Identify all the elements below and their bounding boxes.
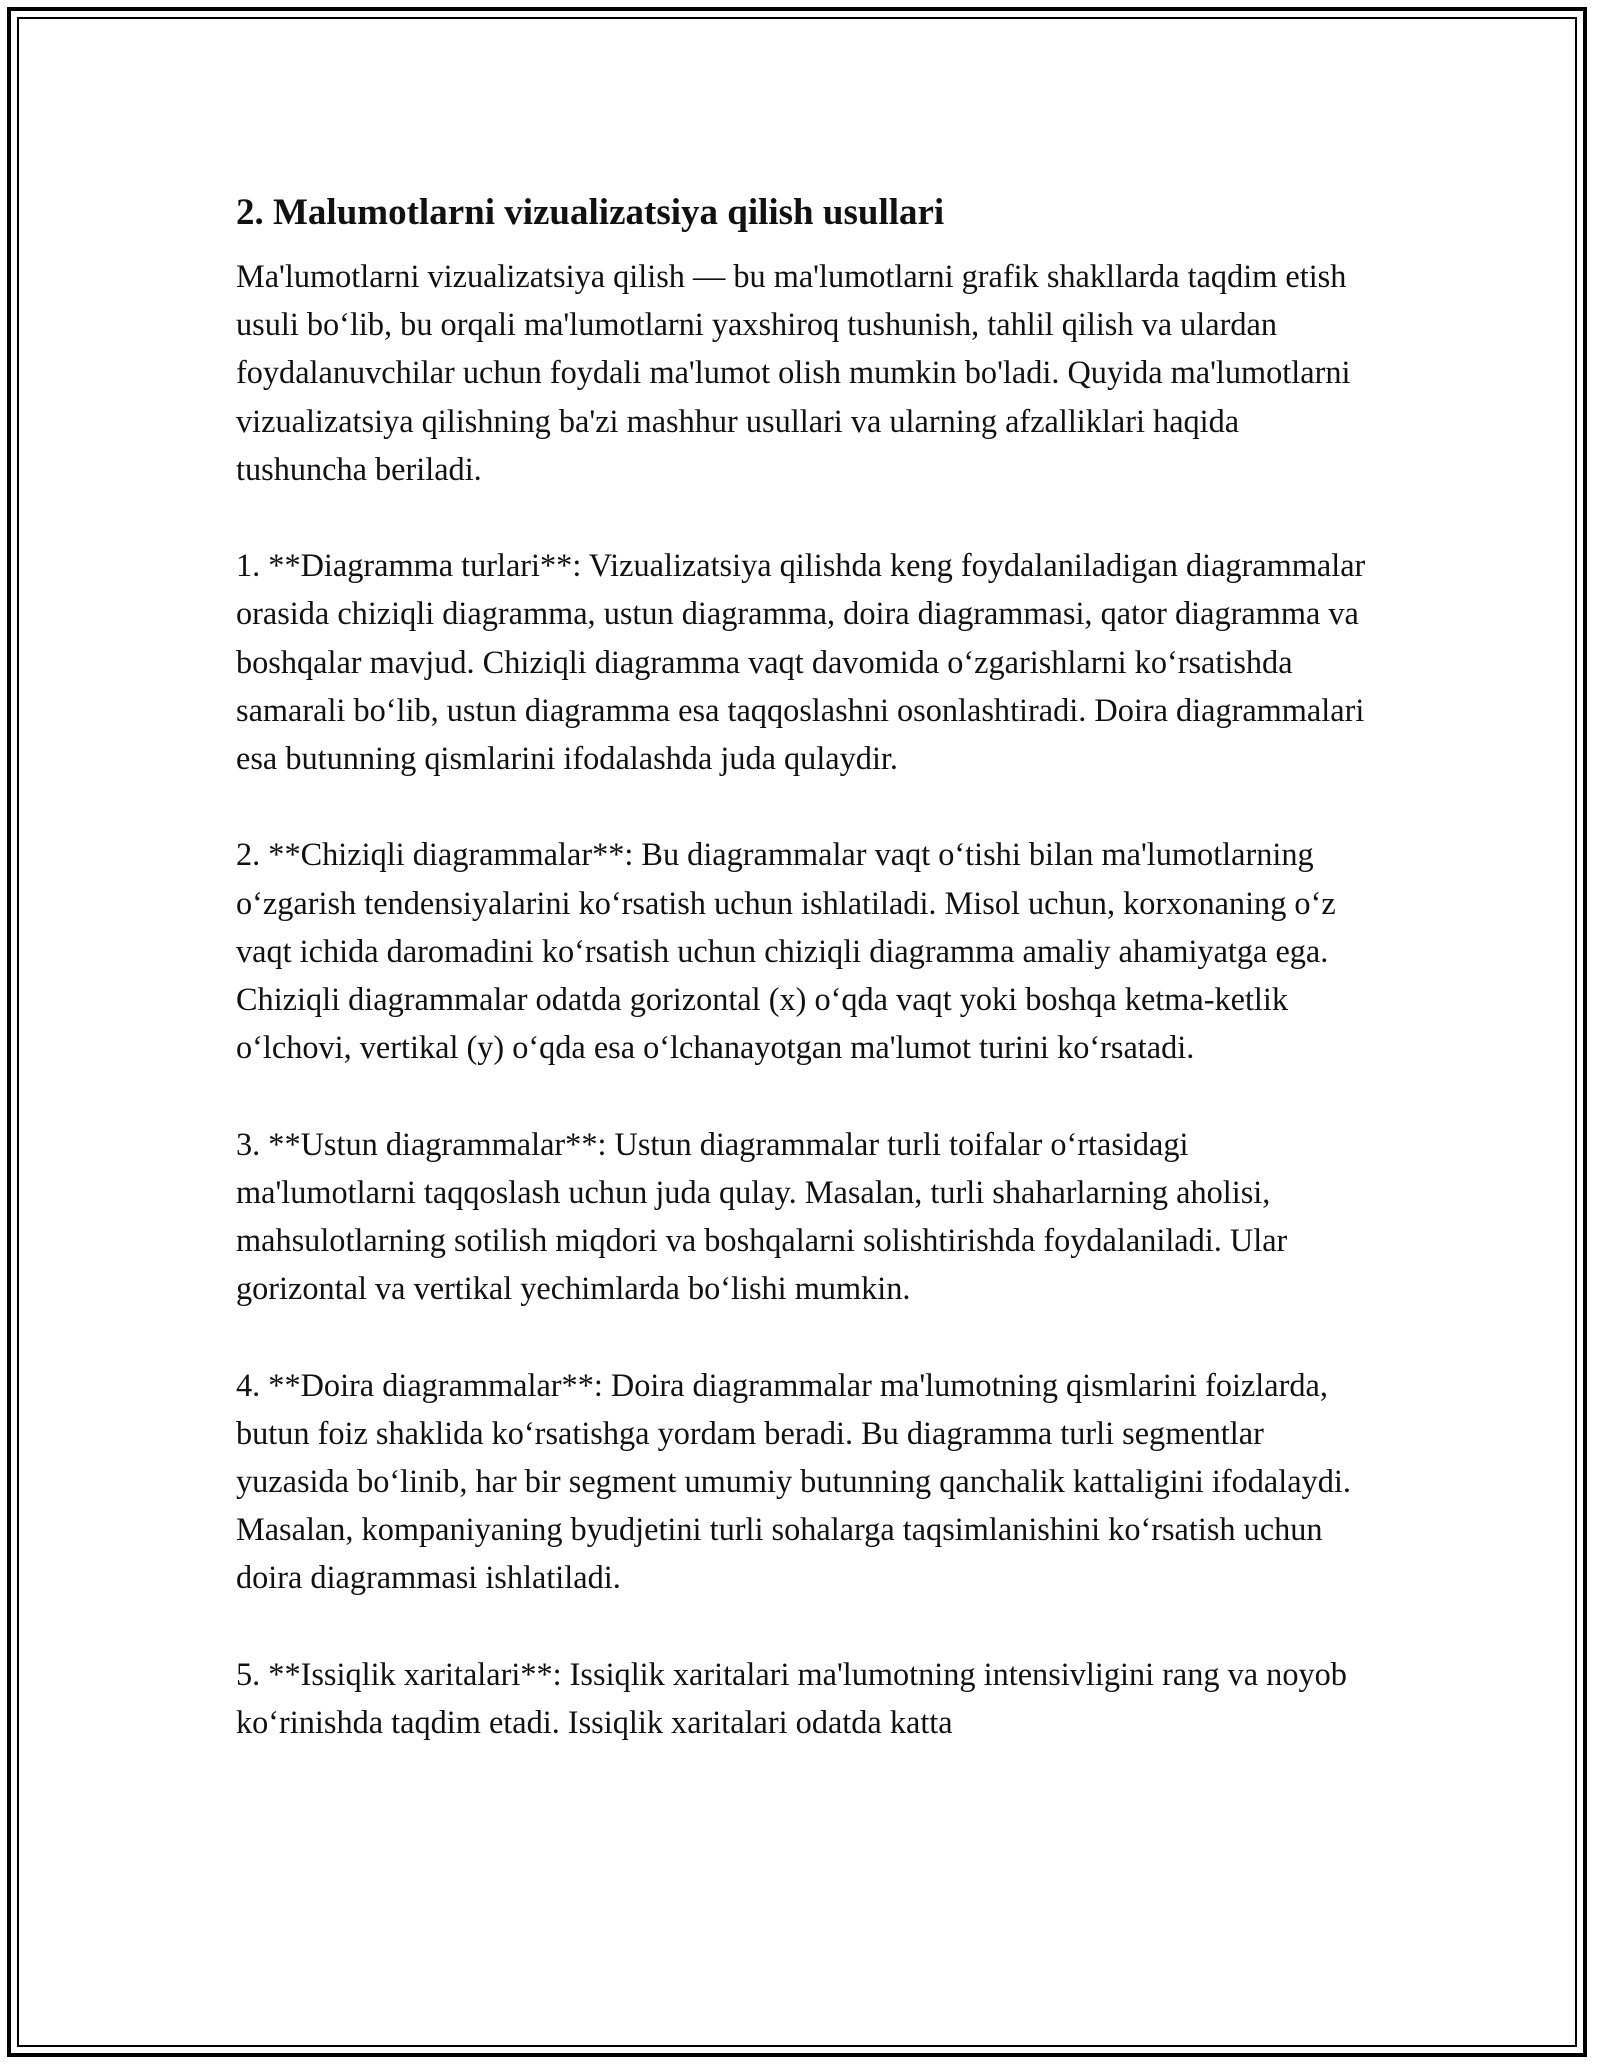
list-item-diagram-types: 1. **Diagramma turlari**: Vizualizatsiya qilishda keng foydalaniladigan diagrammalar orasida chiziqli diagramma, ustun diagramma, doira diagrammasi, qator diagramma va boshqalar mavjud. Chiziqli diagramma vaqt davomida o‘zgarishlarni ko‘rsatishda samarali bo‘lib, ustun diagramma esa taqqoslashni osonlashtiradi. Doira diagrammalari esa butunning qismlarini ifodalashda juda qulaydir. <box>236 547 1366 777</box>
list-item-pie-charts: 4. **Doira diagrammalar**: Doira diagrammalar ma'lumotning qismlarini foizlarda, butun foiz shaklida ko‘rsatishga yordam beradi. Bu diagramma turli segmentlar yuzasida bo‘linib, har bir segment umumiy butunning qanchalik kattaligini ifodalaydi. Masalan, kompaniyaning byudjetini turli sohalarga taqsimlanishini ko‘rsatish uchun doira diagrammasi ishlatiladi. <box>236 1366 1351 1596</box>
list-item-line-charts: 2. **Chiziqli diagrammalar**: Bu diagrammalar vaqt o‘tishi bilan ma'lumotlarning o‘zgarish tendensiyalarini ko‘rsatish uchun ishlatiladi. Misol uchun, korxonaning o‘z vaqt ichida daromadini ko‘rsatish uchun chiziqli diagramma amaliy ahamiyatga ega. Chiziqli diagrammalar odatda gorizontal (x) o‘qda vaqt yoki boshqa ketma-ketlik o‘lchovi, vertikal (y) o‘qda esa o‘lchanayotgan ma'lumot turini ko‘rsatadi. <box>236 836 1336 1066</box>
list-item-bar-charts: 3. **Ustun diagrammalar**: Ustun diagrammalar turli toifalar o‘rtasidagi ma'lumotlarni taqqoslash uchun juda qulay. Masalan, turli shaharlarning aholisi, mahsulotlarning sotilish miqdori va boshqalarni solishtirishda foydalaniladi. Ular gorizontal va vertikal yechimlarda bo‘lishi mumkin. <box>236 1125 1288 1307</box>
section-heading: 2. Malumotlarni vizualizatsiya qilish usullari <box>236 192 945 233</box>
intro-paragraph: Ma'lumotlarni vizualizatsiya qilish — bu ma'lumotlarni grafik shakllarda taqdim etish usuli bo‘lib, bu orqali ma'lumotlarni yaxshiroq tushunish, tahlil qilish va ulardan foydalanuvchilar uchun foydali ma'lumot olish mumkin bo'ladi. Quyida ma'lumotlarni vizualizatsiya qilishning ba'zi mashhur usullari va ularning afzalliklari haqida tushuncha beriladi. <box>236 258 1351 487</box>
list-item-heatmaps: 5. **Issiqlik xaritalari**: Issiqlik xaritalari ma'lumotning intensivligini rang va noyob ko‘rinishda taqdim etadi. Issiqlik xaritalari odatda katta <box>236 1655 1347 1741</box>
document-body <box>236 186 1366 1794</box>
